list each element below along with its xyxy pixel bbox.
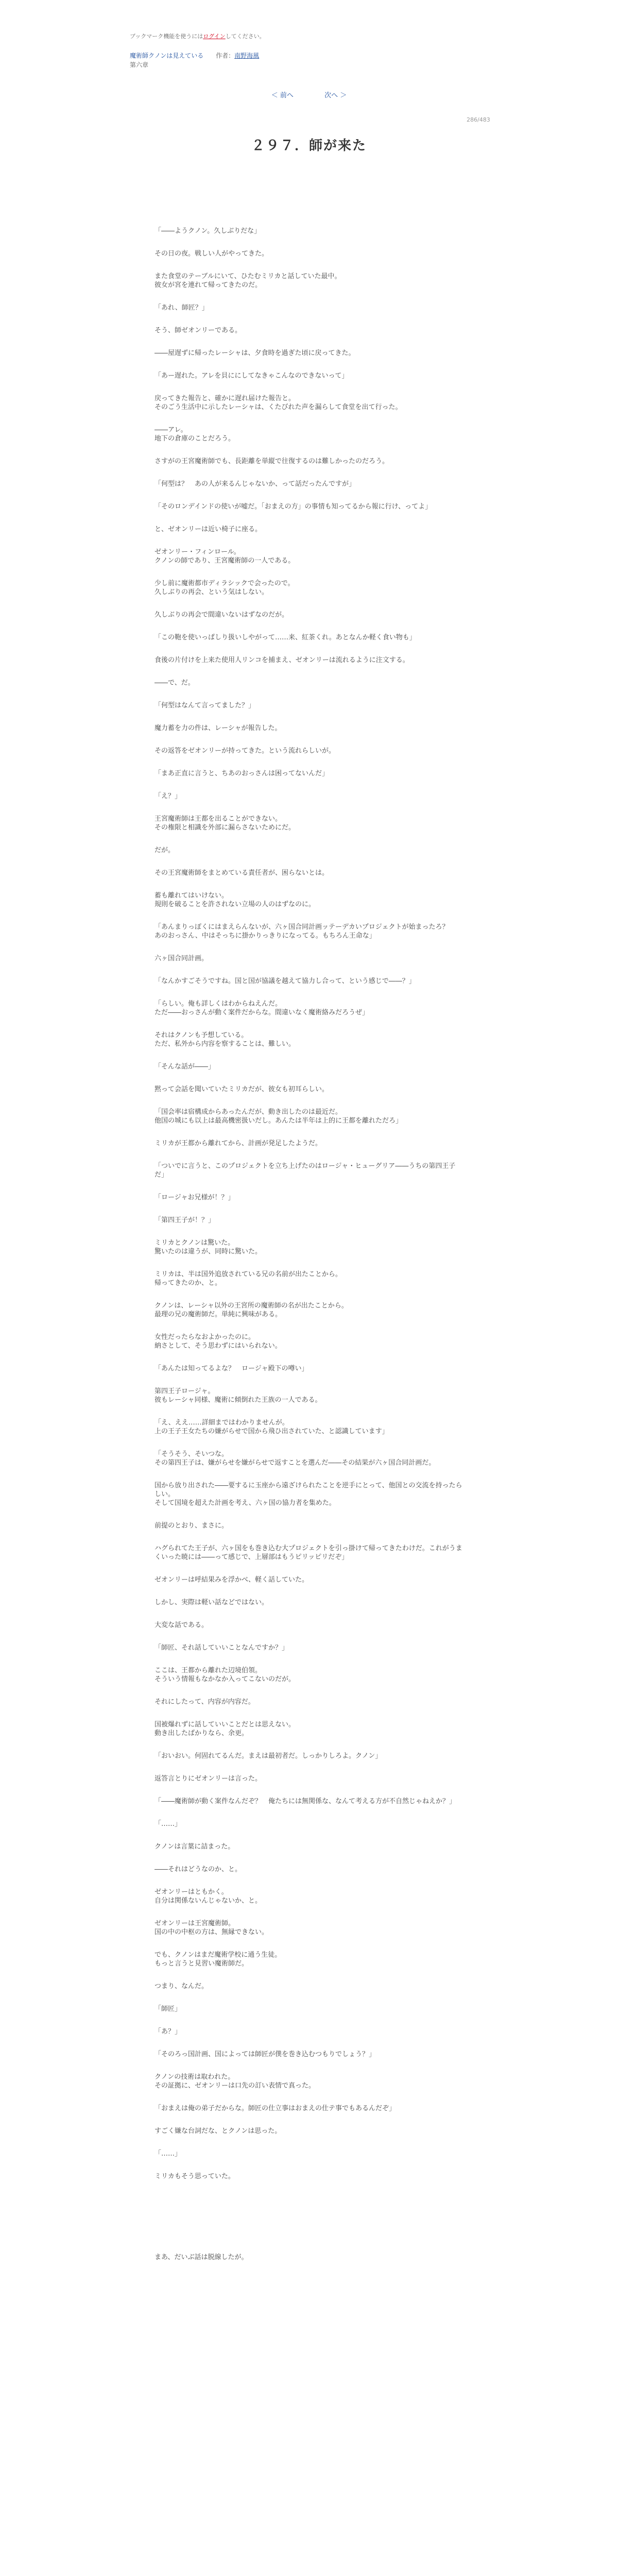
author-info: 作者：南野海風 (216, 52, 260, 59)
chapter-counter: 286/483 (467, 116, 490, 123)
body-paragraph: 久しぶりの再会で間違いないはずなのだが。 (154, 611, 289, 619)
chapter-group: 第六章 (130, 61, 149, 69)
body-paragraph: 「……」 (154, 1820, 182, 1828)
body-paragraph: 「え、ええ……詳細まではわかりませんが。 上の王子王女たちの嫌がらせで国から飛ひ出されていた、と認識しています」 (154, 1419, 389, 1435)
body-paragraph: さすがの王宮魔術師でも、長距離を単縦で往復するのは難しかったのだろう。 (154, 457, 389, 465)
body-paragraph: ミリカが王都から離れてから、計画が発足したようだ。 (154, 1140, 322, 1147)
body-paragraph: 「――ようクノン。久しぶりだな」 (154, 227, 261, 235)
body-paragraph: ――アレ。 地下の倉庫のことだろう。 (154, 426, 235, 443)
login-link[interactable]: ログイン (203, 33, 226, 40)
body-paragraph: ゼオンリーは王宮魔術師。 国の中の中枢の方は、無縁できない。 (154, 1920, 269, 1936)
series-title-link[interactable]: 魔術師クノンは見えている (130, 52, 204, 59)
body-paragraph: 大変な話である。 (154, 1621, 209, 1629)
body-paragraph: それはクノンも予想している。 ただ、私外から内容を察することは、難しい。 (154, 1031, 296, 1048)
body-paragraph: 蓄も離れてはいけない。 規則を破ることを許されない立場の人のはずなのに。 (154, 892, 316, 908)
body-paragraph: 「ロージャお兄様が！？」 (154, 1194, 235, 1201)
body-paragraph: クノンの技術は取われた。 その証拠に、ゼオンリーは口先の訂い表情で真った。 (154, 2073, 316, 2090)
body-paragraph: 魔力蓄を力の件は、レーシャが報告した。 (154, 724, 282, 732)
body-paragraph: 「国会率は宿構成からあったんだが、動き出したのは最近だ。 他国の城にも以上は最高機密扱いだし。あんたは半年は上的に王都を離れただろ」 (154, 1108, 403, 1125)
series-info (130, 52, 259, 60)
body-paragraph: それにしたって、内容が内容だ。 (154, 1698, 255, 1706)
login-note: ブックマーク機能を使うにはログインしてください。 (130, 33, 265, 40)
body-paragraph: ハグられてた王子が、六ヶ国をも巻き込む大プロジェクトを引っ掛けて帰ってきたわけだ。これがうまくいった暁には――って感じで、上層部はもうピリッピリだぞ」 (154, 1545, 462, 1561)
body-paragraph: ゼオンリーはともかく。 自分は関係ないんじゃないか、と。 (154, 1888, 262, 1905)
body-paragraph: 「あ？」 (154, 2028, 182, 2036)
prev-chapter-link[interactable]: ＜ 前へ (271, 92, 294, 99)
body-paragraph: 「あんまりっぽくにはまえらんないが、六ヶ国合同計画ッテーデカいプロジェクトが始まったろ？ あのおっさん、中はそっちに掛かりっきりになってる。もちろん王命な」 (154, 923, 449, 940)
body-paragraph: しかし、実際は軽い話などではない。 (154, 1599, 269, 1606)
body-paragraph: 女性だったらなおよかったのに。 納さとして、そう思わずにはいられない。 (154, 1333, 282, 1350)
body-paragraph: まあ、だいぶ話は脱線したが。 (154, 2253, 248, 2261)
body-paragraph: そう、師ゼオンリーである。 (154, 327, 242, 334)
body-paragraph: 六ヶ国合同計画。 (154, 955, 209, 962)
body-paragraph: 「あー遅れた。アレを貝ににしてなきゃこんなのできないって」 (154, 372, 349, 380)
chapter-title: ２９７．師が来た (251, 138, 367, 154)
body-paragraph: 前提のとおり、まさに。 (154, 1522, 229, 1530)
body-paragraph: クノンは、レーシャ以外の王宮所の魔術師の名が出たことから。 最理の兄の魔術師だ。単純に興味がある。 (154, 1302, 348, 1318)
body-paragraph: 「まあ正直に言うと、ちあのおっさんは困ってないんだ」 (154, 770, 329, 777)
body-paragraph: 国から放り出された――要するに玉座から遠ざけられたことを逆手にとって、他国との交流を持ったらしい。 そして国境を超えた計画を考え、六ヶ国の協力者を集めた。 (154, 1482, 462, 1507)
body-paragraph: 「そんな話が――」 (154, 1063, 215, 1071)
body-paragraph: ミリカもそう思っていた。 (154, 2173, 235, 2180)
body-paragraph: ゼオンリー・フィンロール。 クノンの師であり、王宮魔術師の一人である。 (154, 548, 295, 565)
body-paragraph: 「第四王子が！？」 (154, 1216, 215, 1224)
body-paragraph: 食後の片付けを上来た使用人リンコを捕まえ、ゼオンリーは流れるように注文する。 (154, 656, 409, 664)
body-paragraph: 「あれ、師匠？」 (154, 304, 209, 312)
body-paragraph: 第四王子ロージャ。 彼もレーシャ同様、魔術に傾倒れた王族の一人である。 (154, 1387, 322, 1404)
body-paragraph: ミリカとクノンは驚いた。 驚いたのは違うが、同時に驚いた。 (154, 1239, 262, 1256)
body-paragraph: 「師匠」 (154, 2005, 182, 2013)
body-paragraph: 黙って会話を聞いていたミリカだが、彼女も初耳らしい。 (154, 1086, 329, 1093)
body-paragraph: 「そのろっ国計画、国によっては師匠が僕を巻き込むつもりでしょう？」 (154, 2050, 376, 2058)
body-paragraph: 「らしい。俺も詳しくはわからねえんだ。 ただ――おっさんが動く案件だからな。間違いなく魔術絡みだろうぜ」 (154, 1000, 369, 1016)
body-paragraph: 「この鞄を使いっぱしり扱いしやがって……来、紅茶くれ。あとなんか軽く食い物も」 (154, 634, 416, 641)
body-paragraph: 「そのロンデインドの使いが嘘だ。「おまえの方」の事情も知ってるから報に行け、ってよ」 (154, 503, 432, 511)
body-paragraph: その返答をゼオンリーが持ってきた。という流れらしいが。 (154, 747, 336, 755)
body-paragraph: 「ついでに言うと、このプロジェクトを立ち上げたのはロージャ・ヒューグリア――うちの第四王子だ」 (154, 1162, 456, 1179)
body-paragraph: 「おいおい。何固れてるんだ。まえは最初者だ。しっかりしろよ。クノン」 (154, 1752, 382, 1760)
body-paragraph: また食堂のテーブルにいて、ひたむミリカと話していた最中。 彼女が宮を連れて帰ってきたのだ。 (154, 273, 341, 289)
body-paragraph: ――それはどうなのか、と。 (154, 1866, 242, 1873)
body-paragraph: 「なんかすごそうですね。国と国が協議を越えて協力し合って、という感じで――？」 (154, 977, 416, 985)
novel-body (154, 227, 464, 2276)
author-link[interactable]: 南野海風 (234, 52, 260, 59)
body-paragraph: と、ゼオンリーは近い椅子に座る。 (154, 526, 262, 533)
body-paragraph: だが。 (154, 846, 175, 854)
body-paragraph: 「何型はなんて言ってました？」 (154, 702, 255, 709)
body-paragraph: 「え？」 (154, 792, 182, 800)
body-paragraph: 「あんたは知ってるよな？ ロージャ殿下の噂い」 (154, 1365, 308, 1372)
body-paragraph: その日の夜。戦しい人がやってきた。 (154, 250, 269, 258)
body-paragraph: 「……」 (154, 2150, 182, 2158)
body-paragraph: ――屋遅ずに帰ったレーシャは、夕食時を過ぎた頃に戻ってきた。 (154, 349, 355, 357)
body-paragraph: でも、クノンはまだ魔術学校に通う生徒。 もっと言うと見習い魔術師だ。 (154, 1951, 282, 1968)
body-paragraph: ゼオンリーは呼結果みを浮かべ、軽く話していた。 (154, 1576, 309, 1584)
body-paragraph: 戻ってきた報告と、確かに遅れ届けた報告と。 そのごう生活中に示したレーシャは、くたびれた声を漏らして食堂を出て行った。 (154, 395, 402, 411)
body-paragraph: ここは、王都から離れた辺境伯領。 そういう情報もなかなか入ってこないのだが。 (154, 1667, 296, 1683)
body-paragraph: 王宮魔術師は王都を出ることができない。 その権限と相識を外部に漏らさないためにだ。 (154, 815, 296, 832)
body-paragraph: 「そうそう、そいつな。 その第四王子は、嫌がらせを嫌がらせで返すことを選んだ――その結果が六ヶ国合同計画だ。 (154, 1450, 436, 1467)
body-paragraph: 「――魔術師が動く案件なんだぞ？ 俺たちには無関係な、なんて考える方が不自然じゃねえか？」 (154, 1798, 456, 1805)
body-paragraph: 「おまえは俺の弟子だからな。師匠の仕立事はおまえの仕テ事でもあるんだぞ」 (154, 2105, 396, 2112)
body-paragraph: ミリカは、半は国外追放されている兄の名前が出たことから。 帰ってきたのか、と。 (154, 1270, 342, 1287)
body-paragraph: つまり、なんだ。 (154, 1982, 209, 1990)
body-paragraph: その王宮魔術師をまとめている責任者が、困らないとは。 (154, 869, 329, 877)
body-paragraph: 国被爆れずに話していいことだとは思えない。 動き出したばかりなら、余更。 (154, 1721, 296, 1737)
next-chapter-link[interactable]: 次へ ＞ (324, 92, 347, 99)
body-paragraph: 少し前に魔術都市ディラシックで会ったので。 久しぶりの再会、という気はしない。 (154, 580, 295, 596)
body-paragraph: 返答言とりにゼオンリーは言った。 (154, 1775, 262, 1783)
body-paragraph: ――で、だ。 (154, 679, 195, 687)
chapter-pager (0, 90, 618, 99)
body-paragraph: 「何型は？ あの人が来るんじゃないか、って話だったんですが」 (154, 480, 356, 488)
body-paragraph: クノンは言葉に詰まった。 (154, 1843, 235, 1851)
body-paragraph: すごく嫌な台詞だな、とクノンは思った。 (154, 2127, 282, 2135)
body-paragraph: 「師匠、それ話していいことなんですか？」 (154, 1644, 289, 1652)
